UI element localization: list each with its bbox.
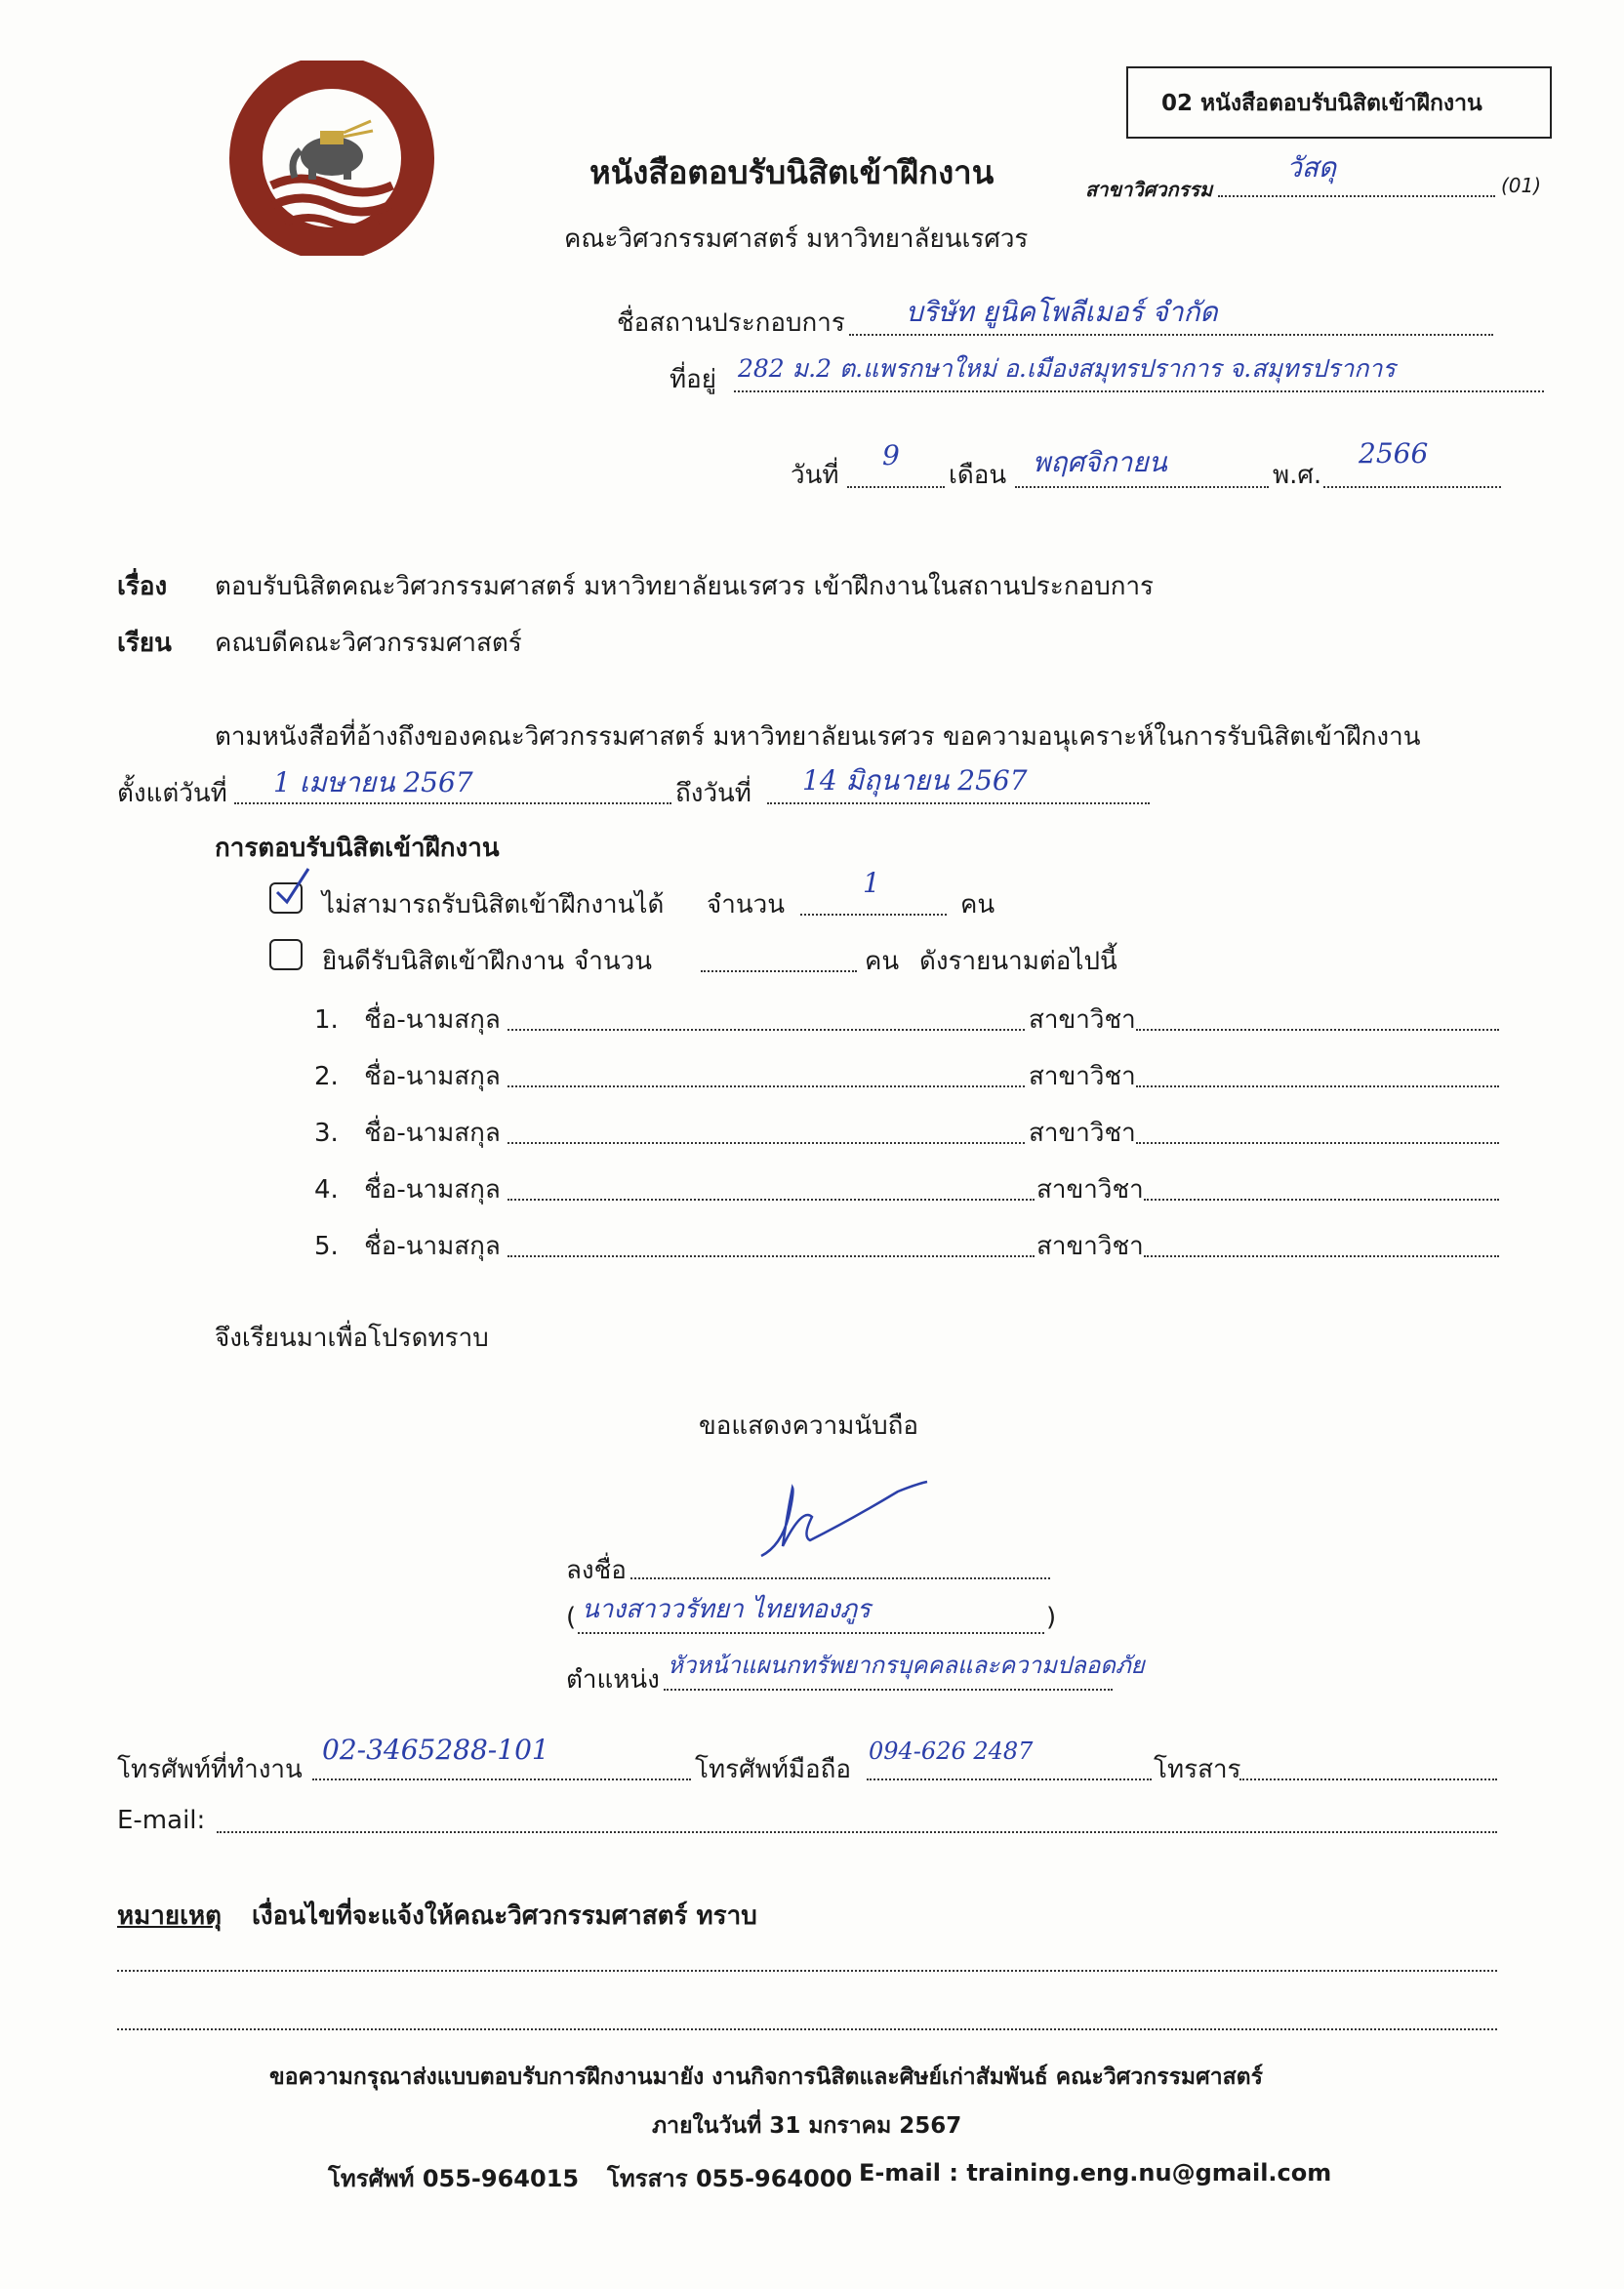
student-no: 4. <box>314 1175 339 1205</box>
reject-count-dots <box>800 914 947 916</box>
sign-name-dots <box>578 1632 1044 1634</box>
footer-line-1: ขอความกรุณาส่งแบบตอบรับการฝึกงานมายัง งานกิจการนิสิตและศิษย์เก่าสัมพันธ์ คณะวิศวกรรมศาสตร์ <box>269 2064 1263 2090</box>
footer-line-2: ภายในวันที่ 31 มกราคม 2567 <box>652 2113 962 2139</box>
student-major-label: สาขาวิชา <box>1036 1232 1144 1261</box>
list-item <box>314 1113 501 1153</box>
date-year-dots <box>1323 486 1501 488</box>
list-item <box>314 1056 501 1096</box>
company-label: ชื่อสถานประกอบการ <box>617 308 845 338</box>
accept-count-label: จำนวน <box>574 947 652 976</box>
footer-fax: โทรสาร 055-964000 <box>607 2165 853 2192</box>
fax-dots <box>1239 1778 1497 1780</box>
position-dots <box>664 1689 1113 1691</box>
to-text: คณบดีคณะวิศวกรรมศาสตร์ <box>215 629 522 658</box>
period-from-label: ตั้งแต่วันที่ <box>117 779 227 808</box>
sign-dots <box>630 1577 1050 1579</box>
period-from: 1 เมษายน 2567 <box>273 766 473 798</box>
regards-text: ขอแสดงความนับถือ <box>699 1411 918 1441</box>
branch-dots <box>1218 195 1495 197</box>
student-no: 2. <box>314 1062 339 1091</box>
student-no: 3. <box>314 1119 339 1148</box>
signer-name: นางสาววรัทยา ไทยทองภูร <box>582 1595 871 1624</box>
faculty-name: คณะวิศวกรรมศาสตร์ มหาวิทยาลัยนเรศวร <box>564 225 1029 254</box>
student-major-dots <box>1136 1085 1499 1087</box>
footer-email[interactable]: E-mail : training.eng.nu@gmail.com <box>859 2159 1332 2187</box>
accept-unit: คน <box>865 947 900 976</box>
date-month-dots <box>1015 486 1269 488</box>
accept-checkbox[interactable] <box>269 939 303 970</box>
footer-phone: โทรศัพท์ 055-964015 <box>328 2165 580 2192</box>
student-major-dots <box>1144 1199 1499 1201</box>
to-label: เรียน <box>117 629 172 658</box>
student-name-dots <box>508 1255 1035 1257</box>
branch-code: (01) <box>1501 174 1542 197</box>
company-value: บริษัท ยูนิคโพลีเมอร์ จำกัด <box>906 296 1218 328</box>
student-major-label: สาขาวิชา <box>1029 1119 1136 1148</box>
address-dots <box>734 390 1544 392</box>
signature-mark <box>751 1478 947 1568</box>
student-major-dots <box>1136 1029 1499 1031</box>
student-name-label: ชื่อ-นามสกุล <box>364 1062 501 1091</box>
check-mark-icon <box>273 865 312 908</box>
sign-name-close: ) <box>1046 1603 1057 1632</box>
remark-text: เงื่อนไขที่จะแจ้งให้คณะวิศวกรรมศาสตร์ ทราบ <box>252 1901 757 1931</box>
university-logo <box>223 61 447 256</box>
student-name-label: ชื่อ-นามสกุล <box>364 1119 501 1148</box>
student-name-dots <box>508 1199 1035 1201</box>
closing-text: จึงเรียนมาเพื่อโปรดทราบ <box>215 1324 489 1353</box>
reject-count: 1 <box>863 867 880 899</box>
reject-label: ไม่สามารถรับนิสิตเข้าฝึกงานได้ <box>322 890 665 920</box>
date-day: 9 <box>882 439 900 471</box>
remark-line-2 <box>117 2028 1497 2030</box>
student-name-dots <box>508 1029 1025 1031</box>
date-year: 2566 <box>1359 437 1429 470</box>
student-major-label: สาขาวิชา <box>1036 1175 1144 1205</box>
subject-label: เรื่อง <box>117 572 168 601</box>
remark-label: หมายเหตุ <box>117 1901 223 1931</box>
response-heading: การตอบรับนิสิตเข้าฝึกงาน <box>215 834 500 863</box>
list-item <box>314 1169 501 1209</box>
student-name-label: ชื่อ-นามสกุล <box>364 1175 501 1205</box>
company-dots <box>849 334 1493 336</box>
list-item <box>314 1000 501 1040</box>
sign-label: ลงชื่อ <box>566 1556 627 1585</box>
subject-text: ตอบรับนิสิตคณะวิศวกรรมศาสตร์ มหาวิทยาลัยนเรศวร เข้าฝึกงานในสถานประกอบการ <box>215 572 1155 601</box>
email-dots <box>217 1831 1497 1833</box>
date-month-label: เดือน <box>949 461 1007 490</box>
student-name-dots <box>508 1085 1025 1087</box>
student-major-label: สาขาวิชา <box>1029 1062 1136 1091</box>
sign-name-open: ( <box>566 1603 577 1632</box>
position-value: หัวหน้าแผนกทรัพยากรบุคคลและความปลอดภัย <box>668 1652 1145 1679</box>
office-phone-dots <box>312 1778 691 1780</box>
date-day-label: วันที่ <box>791 461 839 490</box>
mobile-phone: 094-626 2487 <box>869 1737 1034 1765</box>
mobile-phone-dots <box>867 1778 1152 1780</box>
branch-label: สาขาวิศวกรรม <box>1085 178 1213 201</box>
student-major-dots <box>1136 1142 1499 1144</box>
accept-count-dots <box>701 970 857 972</box>
student-no: 1. <box>314 1005 339 1035</box>
date-day-dots <box>847 486 945 488</box>
page-title: หนังสือตอบรับนิสิตเข้าฝึกงาน <box>589 153 995 191</box>
period-to: 14 มิถุนายน 2567 <box>802 764 1028 797</box>
date-year-label: พ.ศ. <box>1273 461 1322 490</box>
student-name-label: ชื่อ-นามสกุล <box>364 1005 501 1035</box>
address-label: ที่อยู่ <box>670 365 716 394</box>
branch-value: วัสดุ <box>1286 151 1336 184</box>
address-value: 282 ม.2 ต.แพรกษาใหม่ อ.เมืองสมุทรปราการ จ.สมุทรปราการ <box>738 354 1396 383</box>
fax-label: โทรสาร <box>1154 1755 1241 1784</box>
period-to-dots <box>767 802 1150 804</box>
student-major-label: สาขาวิชา <box>1029 1005 1136 1035</box>
office-phone-label: โทรศัพท์ที่ทำงาน <box>117 1755 303 1784</box>
student-no: 5. <box>314 1232 339 1261</box>
date-month: พฤศจิกายน <box>1033 446 1167 478</box>
body-text: ตามหนังสือที่อ้างถึงของคณะวิศวกรรมศาสตร์ มหาวิทยาลัยนเรศวร ขอความอนุเคราะห์ในการรับนิสิตเข้าฝึกงาน <box>215 722 1421 752</box>
position-label: ตำแหน่ง <box>566 1665 660 1695</box>
form-code: 02 หนังสือตอบรับนิสิตเข้าฝึกงาน <box>1161 91 1482 116</box>
reject-count-label: จำนวน <box>707 890 785 920</box>
list-item <box>314 1226 501 1266</box>
period-to-label: ถึงวันที่ <box>675 779 751 808</box>
mobile-phone-label: โทรศัพท์มือถือ <box>695 1755 851 1784</box>
student-name-label: ชื่อ-นามสกุล <box>364 1232 501 1261</box>
student-major-dots <box>1144 1255 1499 1257</box>
accept-label: ยินดีรับนิสิตเข้าฝึกงาน <box>322 947 565 976</box>
email-label: E-mail: <box>117 1806 206 1835</box>
office-phone: 02-3465288-101 <box>322 1734 549 1766</box>
accept-suffix: ดังรายนามต่อไปนี้ <box>919 947 1117 976</box>
reject-unit: คน <box>960 890 995 920</box>
student-name-dots <box>508 1142 1025 1144</box>
remark-line-1 <box>117 1970 1497 1972</box>
